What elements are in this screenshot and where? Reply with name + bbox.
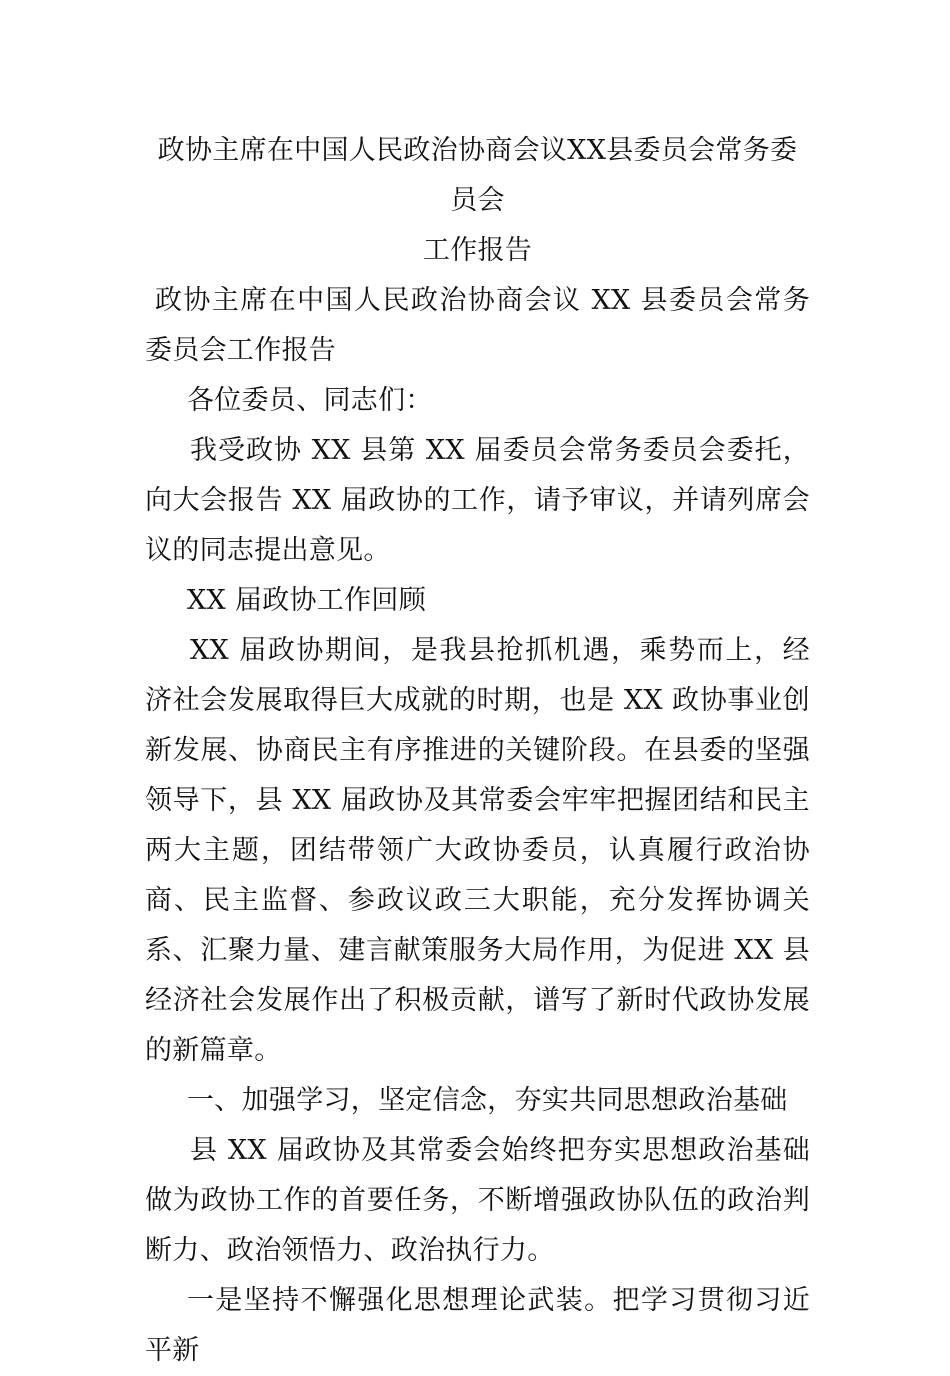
intro-paragraph: 我受政协 XX 县第 XX 届委员会常务委员会委托，向大会报告 XX 届政协的工作，请予审议，并请列席会议的同志提出意见。 xyxy=(145,435,810,566)
review-paragraph: XX 届政协期间，是我县抢抓机遇，乘势而上，经济社会发展取得巨大成就的时期，也是 XX 政协事业创新发展、协商民主有序推进的关键阶段。在县委的坚强领导下，县 XX 届政协及其常委会牢牢把握团结和民主两大主题，团结带领广大政协委员，认真履行政治协商、民主监督、参政议政三大职能，充分发挥协调关系、汇聚力量、建言献策服务大局作用，为促进 XX 县经济社会发展作出了积极贡献，谱写了新时代政协发展的新篇章。 xyxy=(145,635,810,1066)
title-line-2: 工作报告 xyxy=(422,235,533,266)
section-heading-one: 一、加强学习，坚定信念，夯实共同思想政治基础 xyxy=(187,1085,788,1116)
subtitle-paragraph: 政协主席在中国人民政治协商会议 XX 县委员会常务委员会工作报告 xyxy=(145,285,810,366)
section-one-item-one: 一是坚持不懈强化思想理论武装。把学习贯彻习近平新 xyxy=(145,1285,810,1366)
title-line-1: 政协主席在中国人民政治协商会议XX县委员会常务委员会 xyxy=(157,135,798,216)
salutation: 各位委员、同志们： xyxy=(187,385,433,416)
section-heading-review: XX 届政协工作回顾 xyxy=(187,585,427,616)
document-body xyxy=(145,126,810,1376)
section-one-paragraph: 县 XX 届政协及其常委会始终把夯实思想政治基础做为政协工作的首要任务，不断增强政协队伍的政治判断力、政治领悟力、政治执行力。 xyxy=(145,1135,810,1266)
document-title xyxy=(145,126,810,276)
